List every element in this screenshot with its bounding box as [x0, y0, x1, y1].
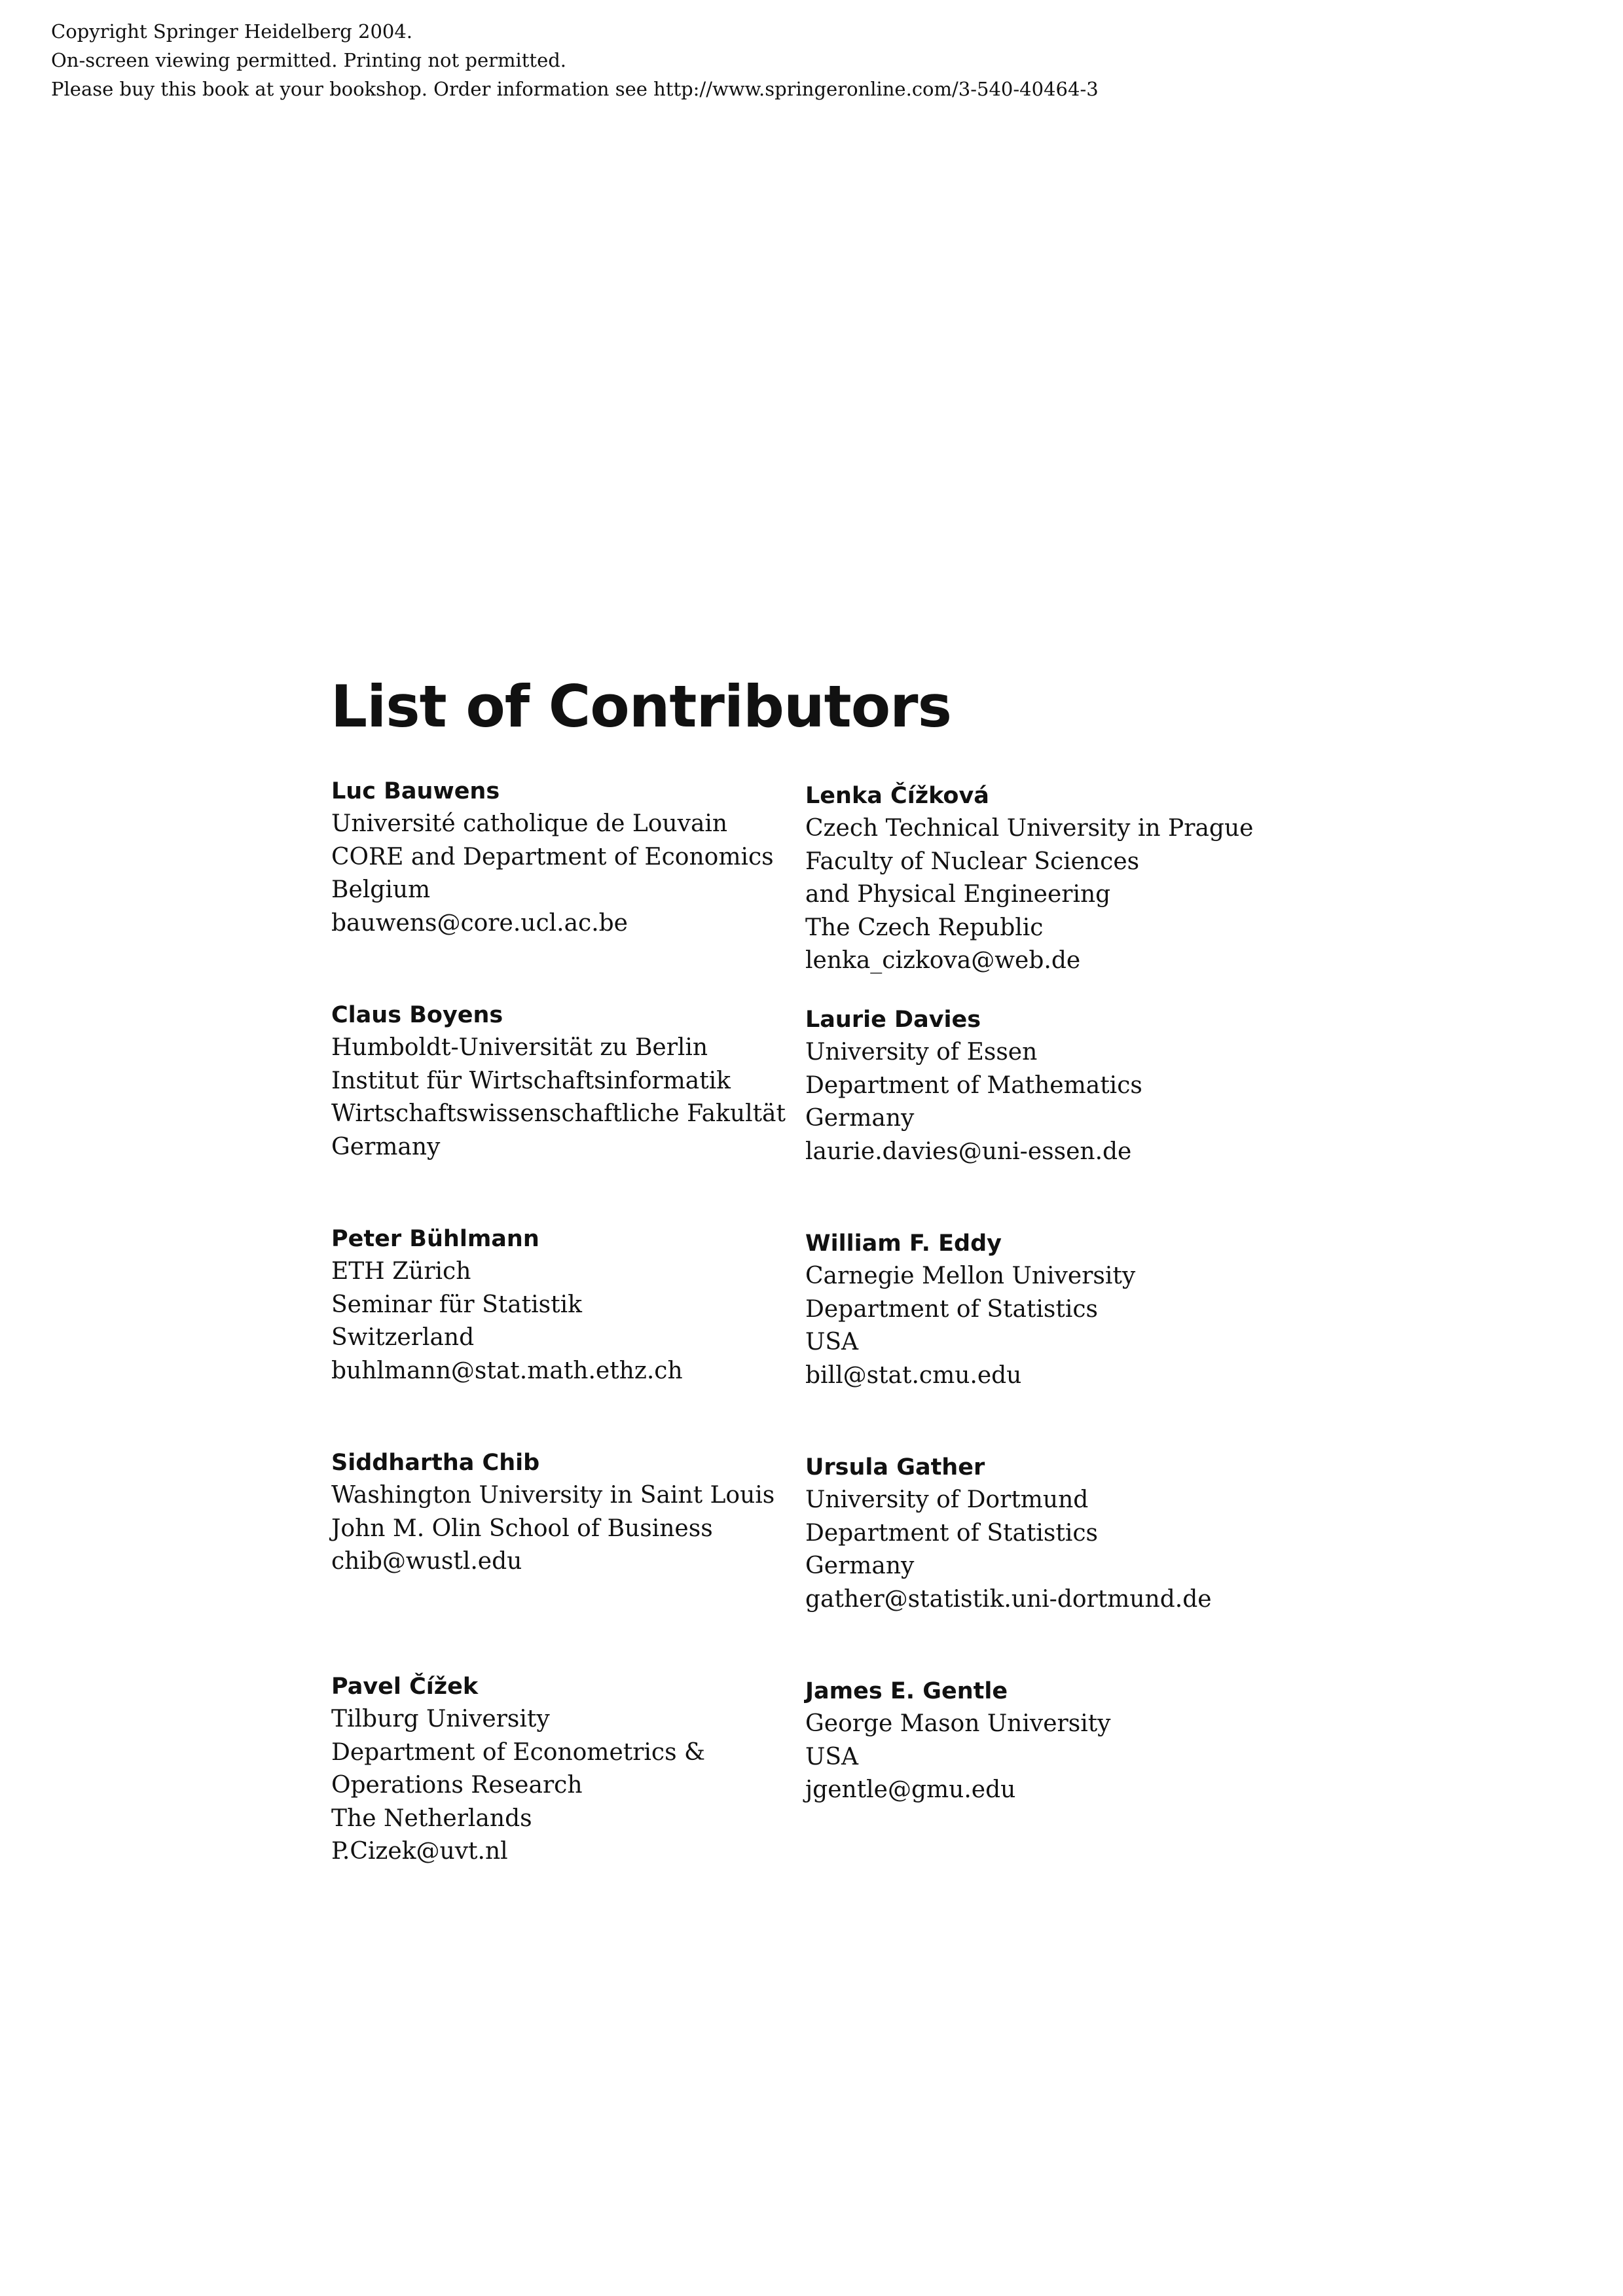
affiliation-line: George Mason University	[805, 1710, 1111, 1737]
email-line: buhlmann@stat.math.ethz.ch	[331, 1357, 683, 1384]
affiliation-line: Wirtschaftswissenschaftliche Fakultät	[331, 1100, 786, 1127]
email-line: lenka_cizkova@web.de	[805, 947, 1081, 974]
contributor-name: Peter Bühlmann	[331, 1226, 539, 1252]
affiliation-line: University of Dortmund	[805, 1486, 1089, 1513]
affiliation-line: Germany	[805, 1552, 915, 1579]
affiliation-line: Czech Technical University in Prague	[805, 815, 1254, 842]
contributors-right-column	[805, 780, 1277, 1899]
contributor-name: Claus Boyens	[331, 1002, 503, 1028]
contributor-entry	[805, 1003, 1277, 1227]
email-line: P.Cizek@uvt.nl	[331, 1838, 508, 1865]
affiliation-line: Belgium	[331, 876, 431, 903]
contributor-name: Luc Bauwens	[331, 778, 500, 804]
affiliation-line: Switzerland	[331, 1324, 475, 1351]
affiliation-line: Germany	[805, 1105, 915, 1132]
affiliation-line: Washington University in Saint Louis	[331, 1482, 775, 1509]
affiliation-line: USA	[805, 1743, 858, 1770]
affiliation-line: University of Essen	[805, 1039, 1038, 1066]
contributor-entry	[805, 1451, 1277, 1675]
contributor-name: Siddhartha Chib	[331, 1450, 540, 1476]
affiliation-line: The Netherlands	[331, 1804, 532, 1832]
affiliation-line: and Physical Engineering	[805, 881, 1111, 908]
affiliation-line: CORE and Department of Economics	[331, 843, 774, 870]
affiliation-line: Humboldt-Universität zu Berlin	[331, 1034, 708, 1061]
affiliation-line: Tilburg University	[331, 1706, 550, 1732]
contributor-name: Pavel Čížek	[331, 1674, 479, 1700]
affiliation-line: Department of Mathematics	[805, 1071, 1142, 1099]
affiliation-line: Department of Statistics	[805, 1295, 1098, 1323]
contributor-entry	[331, 775, 803, 999]
affiliation-line: ETH Zürich	[331, 1258, 471, 1285]
email-line: laurie.davies@uni-essen.de	[805, 1138, 1132, 1165]
contributor-entry	[331, 1446, 803, 1670]
email-line: gather@statistik.uni-dortmund.de	[805, 1585, 1212, 1613]
affiliation-line: Seminar für Statistik	[331, 1291, 582, 1318]
email-line: bill@stat.cmu.edu	[805, 1361, 1022, 1389]
order-information-line: Please buy this book at your bookshop. Order information see http://www.springeronline.com/3-540-40464-3	[51, 78, 1099, 100]
email-line: bauwens@core.ucl.ac.be	[331, 909, 628, 937]
affiliation-line: Faculty of Nuclear Sciences	[805, 848, 1140, 875]
contributor-name: Lenka Čížková	[805, 783, 989, 809]
copyright-notice	[51, 17, 1099, 103]
contributor-entry	[805, 780, 1277, 1003]
affiliation-line: USA	[805, 1329, 858, 1355]
affiliation-line: Institut für Wirtschaftsinformatik	[331, 1067, 731, 1094]
page-title: List of Contributors	[331, 673, 951, 740]
contributor-entry	[805, 1675, 1277, 1899]
copyright-line: Copyright Springer Heidelberg 2004.	[51, 20, 413, 43]
affiliation-line: Carnegie Mellon University	[805, 1263, 1136, 1289]
email-line: chib@wustl.edu	[331, 1548, 522, 1575]
contributor-name: James E. Gentle	[805, 1678, 1008, 1704]
email-line: jgentle@gmu.edu	[805, 1776, 1016, 1803]
affiliation-line: Department of Econometrics &	[331, 1738, 706, 1766]
viewing-permission-line: On-screen viewing permitted. Printing not permitted.	[51, 49, 567, 71]
contributor-entry	[805, 1227, 1277, 1451]
affiliation-line: Operations Research	[331, 1772, 583, 1799]
affiliation-line: Germany	[331, 1133, 441, 1160]
contributor-name: William F. Eddy	[805, 1230, 1002, 1257]
affiliation-line: John M. Olin School of Business	[331, 1515, 713, 1542]
contributor-name: Laurie Davies	[805, 1007, 981, 1033]
contributor-entry	[331, 1223, 803, 1446]
contributor-entry	[331, 999, 803, 1223]
contributors-left-column	[331, 775, 803, 1894]
contributor-name: Ursula Gather	[805, 1454, 985, 1480]
affiliation-line: Department of Statistics	[805, 1519, 1098, 1547]
affiliation-line: Université catholique de Louvain	[331, 810, 728, 837]
affiliation-line: The Czech Republic	[805, 914, 1044, 941]
contributor-entry	[331, 1670, 803, 1894]
